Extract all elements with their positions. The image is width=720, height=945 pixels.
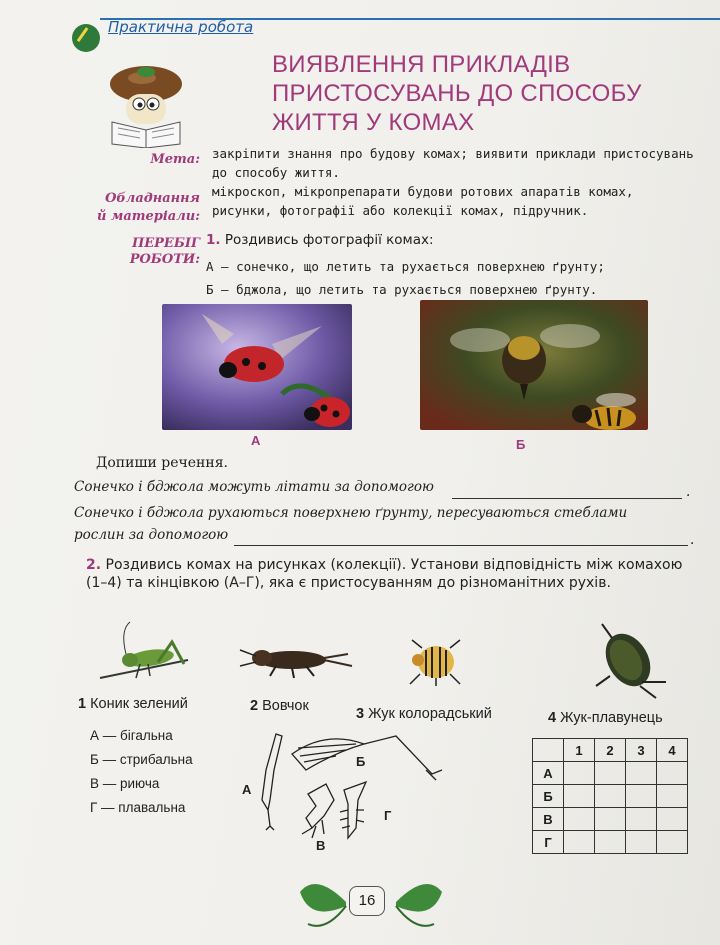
photo-a-label: А bbox=[251, 433, 261, 448]
insect-3-name: Жук колорадський bbox=[368, 706, 492, 722]
photo-b-label: Б bbox=[516, 437, 526, 452]
table-cell[interactable] bbox=[595, 808, 626, 831]
insect-3 bbox=[356, 706, 492, 722]
table-cell[interactable] bbox=[657, 762, 688, 785]
insect-1-name: Коник зелений bbox=[90, 696, 188, 712]
task2-number: 2. bbox=[86, 557, 102, 573]
practical-work-icon bbox=[72, 24, 100, 52]
digging-leg-drawing bbox=[302, 784, 334, 838]
goal-text: закріпити знання про будову комах; виявити приклади пристосувань до способу життя. bbox=[212, 146, 694, 180]
table-cell[interactable] bbox=[657, 785, 688, 808]
title-line-3: ЖИТТЯ У КОМАХ bbox=[272, 109, 475, 136]
table-cell[interactable] bbox=[657, 831, 688, 854]
jumping-leg-drawing bbox=[292, 736, 442, 780]
insect-3-number: 3 bbox=[356, 706, 365, 722]
page-title bbox=[272, 50, 692, 137]
table-row-header: В bbox=[533, 808, 564, 831]
insect-4-number: 4 bbox=[548, 710, 557, 726]
insect-2-number: 2 bbox=[250, 698, 259, 714]
complete-sentences-heading: Допиши речення. bbox=[96, 455, 229, 471]
task1-item-b: Б — бджола, що летить та рухається поверхнею ґрунту. bbox=[206, 282, 598, 297]
leg-type-v: В — риюча bbox=[90, 776, 160, 791]
table-col-header: 4 bbox=[657, 739, 688, 762]
table-cell[interactable] bbox=[595, 785, 626, 808]
table-cell[interactable] bbox=[626, 831, 657, 854]
task2-instructions: Роздивись комах на рисунках (колекції). Установи відповідність між комахою (1–4) та кінцівкою (А–Г), яка є пристосуванням до різноманітних рухів. bbox=[86, 557, 683, 591]
table-cell[interactable] bbox=[595, 762, 626, 785]
diving-beetle-icon bbox=[582, 620, 672, 700]
equipment-label-line-2: й матеріали: bbox=[96, 209, 200, 224]
table-cell[interactable] bbox=[657, 808, 688, 831]
table-col-header: 2 bbox=[595, 739, 626, 762]
table-cell[interactable] bbox=[626, 808, 657, 831]
equipment-label bbox=[90, 190, 200, 226]
title-line-2: ПРИСТОСУВАНЬ ДО СПОСОБУ bbox=[272, 80, 642, 107]
insect-1-number: 1 bbox=[78, 696, 87, 712]
answer-table bbox=[532, 738, 688, 854]
sentence-2-blank[interactable] bbox=[234, 545, 688, 546]
equipment-text bbox=[212, 182, 697, 220]
table-col-header: 1 bbox=[564, 739, 595, 762]
colorado-beetle-icon bbox=[400, 634, 470, 686]
equipment-text-line-1: мікроскоп, мікропрепарати будови ротових апаратів комах, bbox=[212, 184, 634, 199]
diagram-label-a: А bbox=[242, 782, 252, 797]
diagram-label-b: Б bbox=[356, 754, 366, 769]
leg-type-a: А — бігальна bbox=[90, 728, 173, 743]
diagram-label-g: Г bbox=[384, 808, 392, 823]
grasshopper-icon bbox=[96, 620, 196, 690]
procedure-label bbox=[110, 236, 200, 268]
table-row bbox=[533, 808, 688, 831]
leg-type-g: Г — плавальна bbox=[90, 800, 186, 815]
table-corner-cell bbox=[533, 739, 564, 762]
table-cell[interactable] bbox=[564, 785, 595, 808]
task2-text bbox=[86, 556, 696, 592]
task1-number: 1. bbox=[206, 232, 221, 248]
equipment-label-line-1: Обладнання bbox=[105, 191, 200, 206]
table-cell[interactable] bbox=[626, 785, 657, 808]
task1-item-a: А — сонечко, що летить та рухається поверхнею ґрунту; bbox=[206, 259, 605, 274]
table-cell[interactable] bbox=[595, 831, 626, 854]
sentence-1-blank[interactable] bbox=[452, 498, 682, 499]
legs-legend bbox=[90, 724, 193, 820]
leg-type-b: Б — стрибальна bbox=[90, 752, 193, 767]
sentence-2-line-2: рослин за допомогою bbox=[74, 527, 229, 543]
table-row bbox=[533, 785, 688, 808]
sentence-2-end: . bbox=[690, 532, 695, 548]
mole-cricket-icon bbox=[236, 640, 356, 680]
insect-4 bbox=[548, 710, 663, 726]
section-label: Практична робота bbox=[108, 18, 254, 36]
table-row bbox=[533, 762, 688, 785]
table-header-row bbox=[533, 739, 688, 762]
table-row bbox=[533, 831, 688, 854]
walking-leg-drawing bbox=[262, 734, 282, 830]
table-col-header: 3 bbox=[626, 739, 657, 762]
table-row-header: Г bbox=[533, 831, 564, 854]
swimming-leg-drawing bbox=[340, 782, 366, 838]
insect-1 bbox=[78, 696, 188, 712]
insect-4-name: Жук-плавунець bbox=[560, 710, 663, 726]
insect-2 bbox=[250, 698, 309, 714]
table-cell[interactable] bbox=[564, 762, 595, 785]
leg-diagrams bbox=[236, 730, 456, 850]
table-cell[interactable] bbox=[626, 762, 657, 785]
procedure-label-line-2: РОБОТИ: bbox=[129, 252, 200, 267]
table-cell[interactable] bbox=[564, 808, 595, 831]
procedure-label-line-1: ПЕРЕБІГ bbox=[131, 236, 200, 251]
task1-heading bbox=[206, 232, 434, 248]
sentence-2-line-1: Сонечко і бджола рухаються поверхнею ґрунту, пересуваються стеблами bbox=[74, 505, 628, 521]
mushroom-mascot-icon bbox=[102, 60, 190, 148]
page-number: 16 bbox=[349, 886, 385, 916]
ladybug-photo bbox=[162, 304, 352, 430]
title-line-1: ВИЯВЛЕННЯ ПРИКЛАДІВ bbox=[272, 51, 571, 78]
sentence-1-end: . bbox=[686, 484, 691, 500]
sentence-1: Сонечко і бджола можуть літати за допомогою bbox=[74, 479, 434, 495]
table-row-header: Б bbox=[533, 785, 564, 808]
equipment-text-line-2: рисунки, фотографії або колекції комах, підручник. bbox=[212, 203, 589, 218]
insect-2-name: Вовчок bbox=[262, 698, 309, 714]
task1-text: Роздивись фотографії комах: bbox=[224, 232, 434, 248]
table-row-header: А bbox=[533, 762, 564, 785]
bee-photo bbox=[420, 300, 648, 430]
diagram-label-v: В bbox=[316, 838, 326, 853]
table-cell[interactable] bbox=[564, 831, 595, 854]
goal-label: Мета: bbox=[150, 152, 200, 167]
